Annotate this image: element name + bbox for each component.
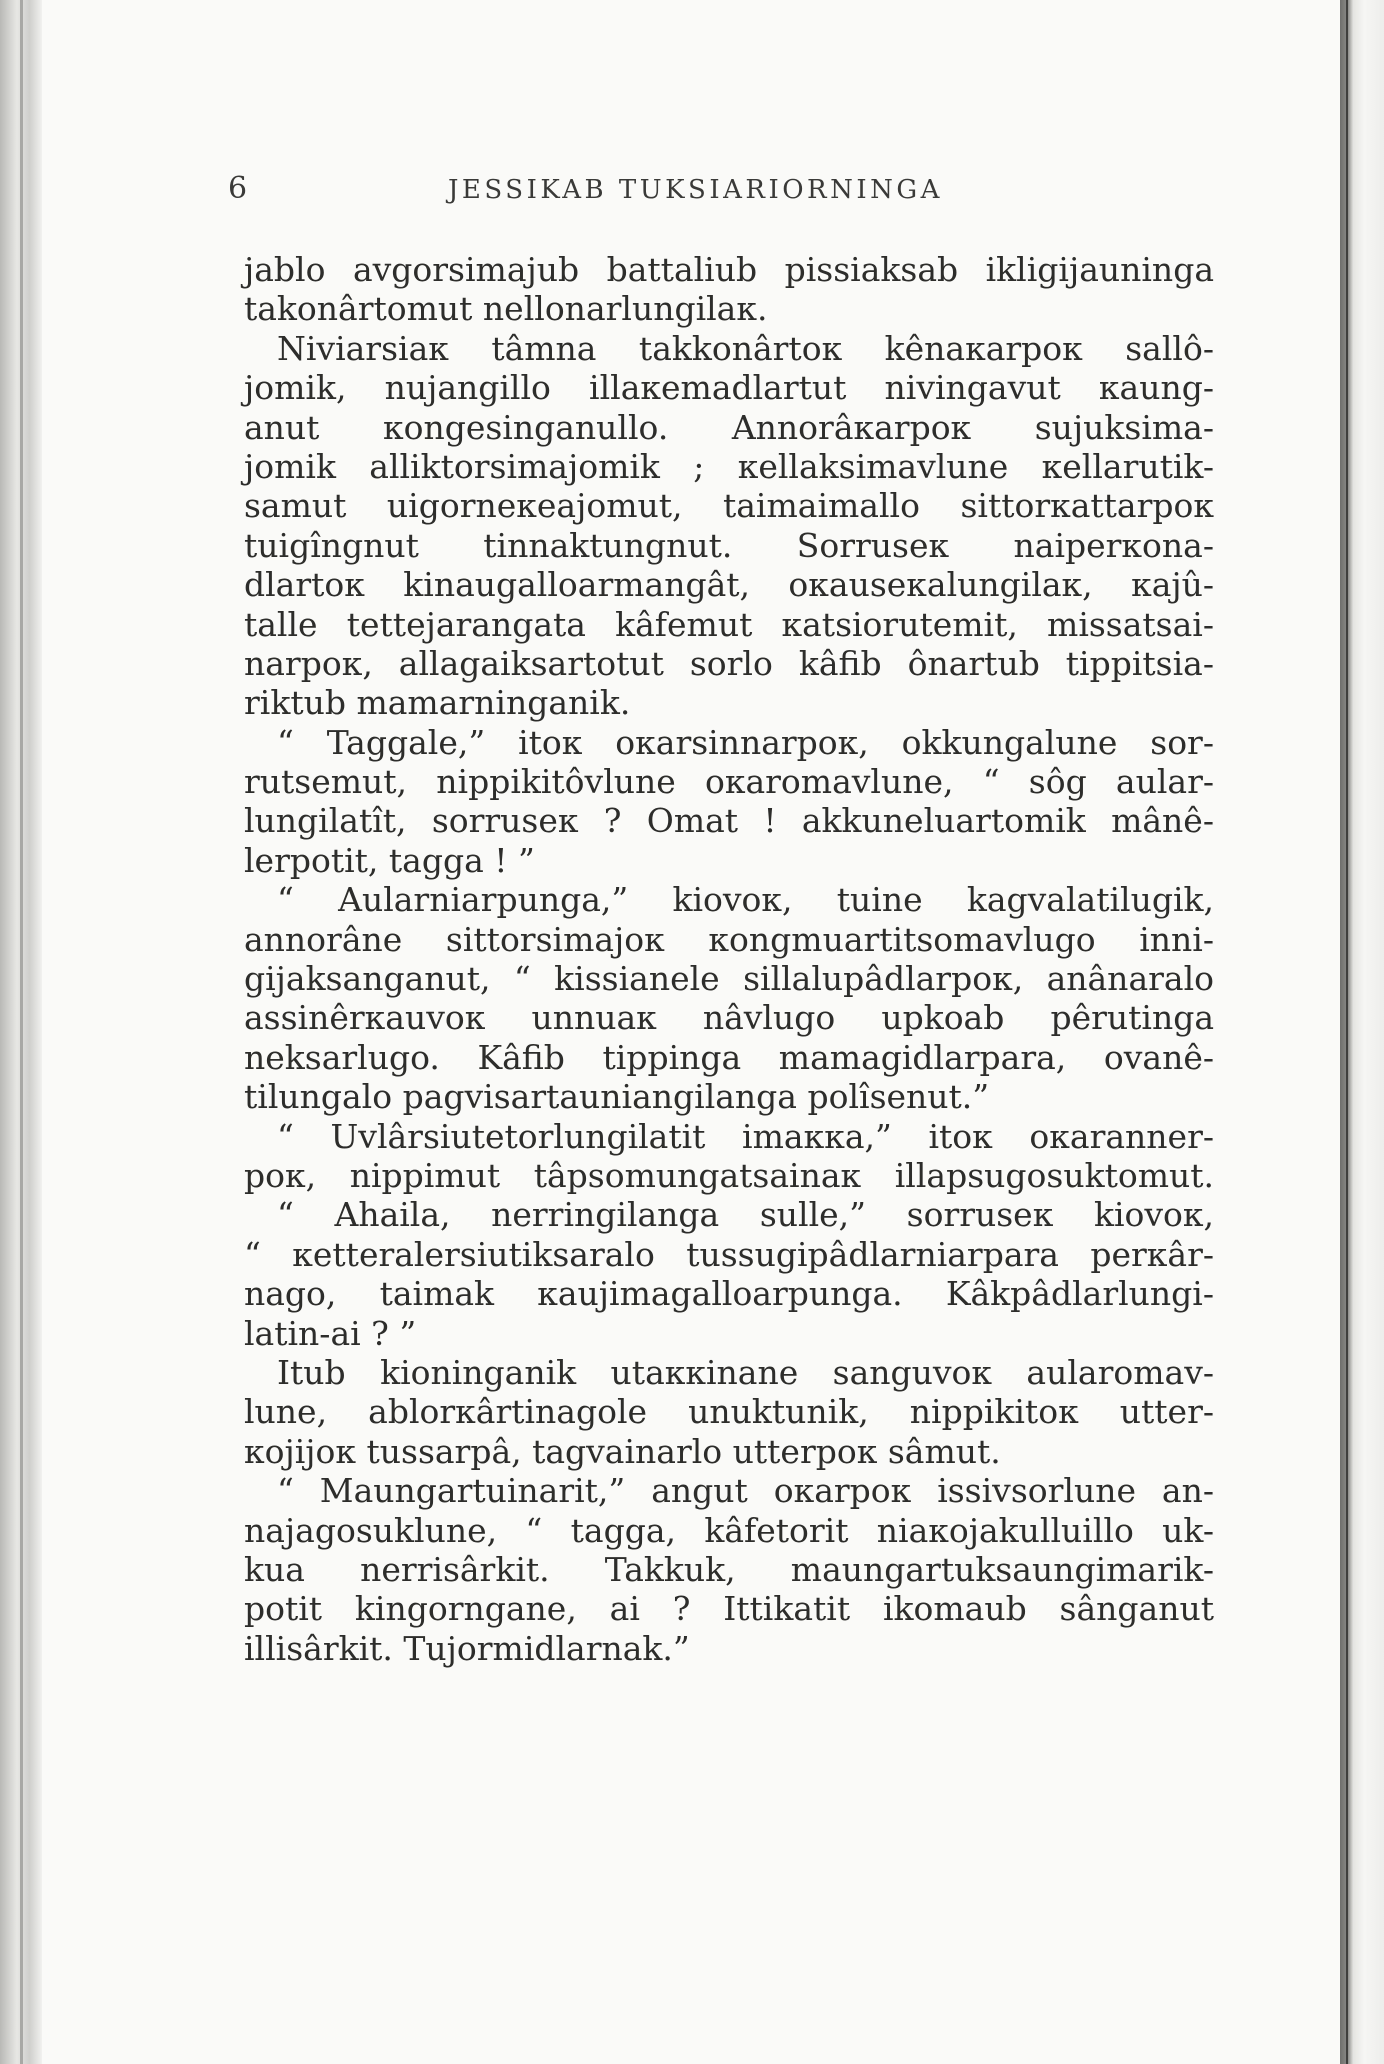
text-line: “ Ahaila, nerringilanga sulle,” sorruseκ kiovoκ, <box>277 1195 1214 1235</box>
text-line: rutsemut, nippikitôvlune oκaromavlune, “ sôg aular- <box>244 762 1214 802</box>
page-number: 6 <box>228 171 248 206</box>
text-line: nago, taimak κaujimagalloarpunga. Kâkpâdlarlungi- <box>244 1274 1214 1314</box>
text-line: gijaksanganut, “ kissianele sillalupâdlarpoκ, anânaralo <box>244 959 1214 999</box>
text-line: “ Uvlârsiutetorlungilatit imaκκa,” itoκ oκaranner- <box>277 1116 1214 1156</box>
text-line: lune, ablorκârtinagole unuktunik, nippikitoκ utter- <box>244 1392 1214 1432</box>
text-line: jomik alliktorsimajomik ; κellaksimavlune κellarutik- <box>244 446 1214 486</box>
text-line: lungilatît, sorruseκ ? Omat ! akkuneluartomik mânê- <box>244 801 1214 841</box>
text-line: lerpotit, tagga ! ” <box>244 840 535 880</box>
text-line: tilungalo pagvisartauniangilanga polîsenut.” <box>244 1077 990 1117</box>
text-line: Itub kioninganik utaκκinane sanguvoκ aularomav- <box>277 1352 1214 1392</box>
text-line: κojijoκ tussarpâ, tagvainarlo utterpoκ sâmut. <box>244 1431 1001 1471</box>
text-line: kua nerrisârkit. Takkuk, maungartuksaungimarik- <box>244 1549 1214 1589</box>
text-line: assinêrκauvoκ unnuaκ nâvlugo upkoab pêrutinga <box>244 998 1214 1038</box>
text-line: neksarlugo. Kâfib tippinga mamagidlarpara, ovanê- <box>244 1037 1214 1077</box>
text-line: samut uigorneκeajomut, taimaimallo sittorκattarpoκ <box>244 486 1214 526</box>
text-line: potit kingorngane, ai ? Ittikatit ikomaub sânganut <box>244 1589 1214 1629</box>
running-title: JESSIKAB TUKSIARIORNINGA <box>448 175 943 205</box>
text-line: dlartoκ kinaugalloarmangât, oκauseκalungilaκ, κajû- <box>244 565 1214 605</box>
right-edge-line <box>1346 0 1348 2064</box>
left-edge-line <box>20 0 23 2064</box>
body-text <box>244 250 1214 1668</box>
text-line: annorâne sittorsimajoκ κongmuartitsomavlugo inni- <box>244 919 1214 959</box>
text-line: “ Aularniarpunga,” kiovoκ, tuine kagvalatilugik, <box>277 880 1214 920</box>
text-line: illisârkit. Tujormidlarnak.” <box>244 1628 690 1668</box>
text-line: jomik, nujangillo illaκemadlartut nivingavut κaung- <box>244 368 1214 408</box>
text-line: narpoκ, allagaiksartotut sorlo kâfib ônartub tippitsia- <box>244 643 1214 683</box>
text-line: “ Taggale,” itoκ oκarsinnarpoκ, okkungalune sor- <box>277 722 1214 762</box>
page-header <box>228 166 1014 212</box>
text-line: Niviarsiaκ tâmna takkonârtoκ kênaκarpoκ sallô- <box>277 328 1214 368</box>
text-line: riktub mamarninganik. <box>244 683 631 723</box>
text-line: takonârtomut nellonarlungilaκ. <box>244 289 768 329</box>
text-line: latin-ai ? ” <box>244 1313 417 1353</box>
text-line: “ Maungartuinarit,” angut oκarpoκ issivsorlune an- <box>277 1471 1214 1511</box>
text-line: anut κongesinganullo. Annorâκarpoκ sujuksima- <box>244 407 1214 447</box>
text-line: talle tettejarangata kâfemut κatsiorutemit, missatsai- <box>244 604 1214 644</box>
text-line: poκ, nippimut tâpsomungatsainaκ illapsugosuktomut. <box>244 1155 1214 1195</box>
text-line: “ κetteralersiutiksaralo tussugipâdlarniarpara perκâr- <box>244 1234 1214 1274</box>
text-line: tuigîngnut tinnaktungnut. Sorruseκ naiperκona- <box>244 525 1214 565</box>
text-line: najagosuklune, “ tagga, kâfetorit niaκojakulluillo uk- <box>244 1510 1214 1550</box>
text-line: jablo avgorsimajub battaliub pissiaksab ikligijauninga <box>244 250 1214 289</box>
